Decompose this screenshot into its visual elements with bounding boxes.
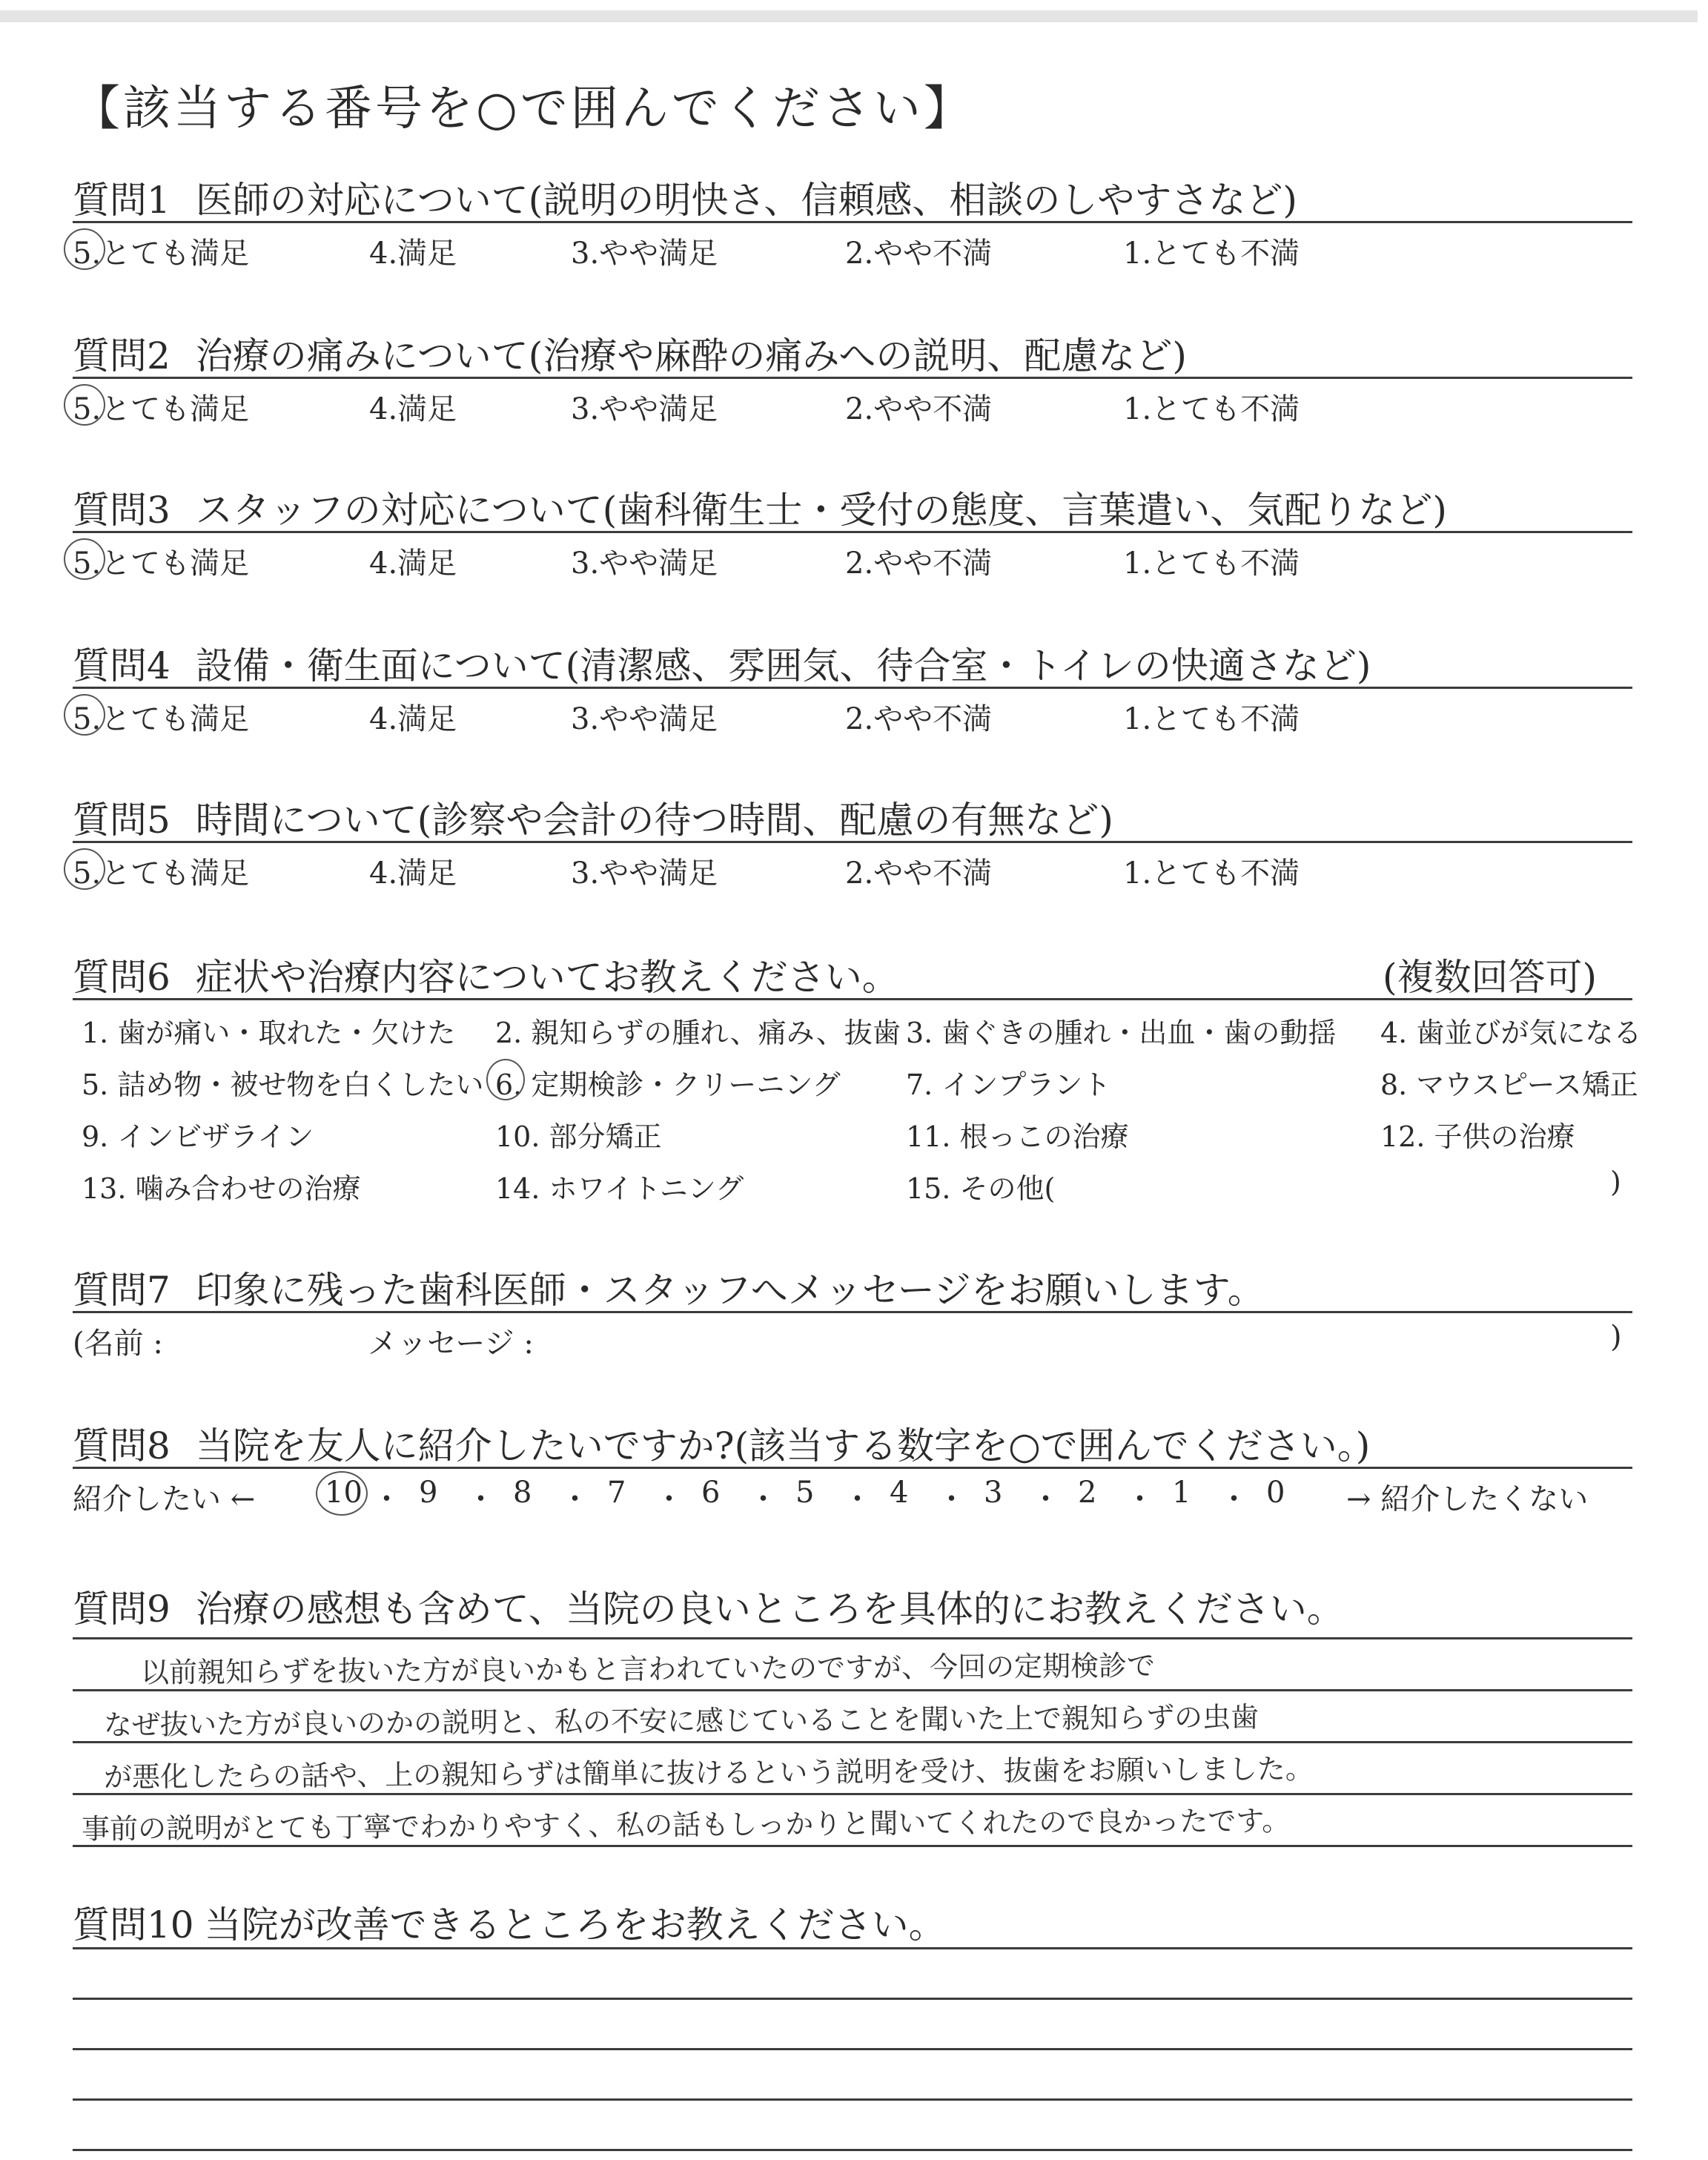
selected-answer-circle — [64, 384, 105, 426]
scale-separator: ・ — [748, 1482, 778, 1516]
rating-option[interactable]: 1.とても不満 — [1123, 856, 1300, 891]
writing-line[interactable] — [73, 2149, 1632, 2151]
symptom-option[interactable]: 2. 親知らずの腫れ、痛み、抜歯 — [495, 1017, 901, 1049]
question-5-title — [73, 790, 1113, 844]
symptom-option[interactable]: 11. 根っこの治療 — [906, 1120, 1129, 1153]
handwritten-answer-line: なぜ抜いた方が良いのかの説明と、私の不安に感じていることを聞いた上で親知らずの虫歯 — [103, 1700, 1260, 1742]
question-rule — [73, 531, 1632, 533]
scale-value[interactable]: 7 — [607, 1476, 626, 1510]
question-number: 質問5 — [73, 799, 171, 842]
writing-line[interactable] — [73, 1998, 1632, 2000]
question-text: 設備・衛生面について(清潔感、雰囲気、待合室・トイレの快適さなど) — [195, 644, 1371, 687]
message-close-paren: ) — [1610, 1320, 1622, 1354]
handwritten-answer-line: 以前親知らずを抜いた方が良いかもと言われていたのですが、今回の定期検診で — [140, 1649, 1156, 1689]
selected-answer-circle — [64, 848, 105, 890]
symptom-option[interactable]: 5. 詰め物・被せ物を白くしたい — [82, 1069, 484, 1101]
question-2-title — [73, 326, 1187, 380]
rating-option[interactable]: 3.やや満足 — [571, 546, 718, 581]
selected-answer-circle — [64, 228, 105, 270]
handwritten-answer-line: 事前の説明がとても丁寧でわかりやすく、私の話もしっかりと聞いてくれたので良かったです。 — [81, 1804, 1291, 1846]
rating-option[interactable]: 1.とても不満 — [1123, 237, 1300, 271]
question-6-title — [73, 948, 899, 1001]
recommend-scale — [73, 1476, 1632, 1520]
selected-answer-circle — [64, 694, 105, 736]
question-number: 質問8 — [73, 1424, 171, 1467]
scale-value[interactable]: 6 — [701, 1476, 721, 1510]
writing-line — [73, 1637, 1632, 1639]
other-close-paren: ) — [1610, 1166, 1621, 1198]
scale-value[interactable]: 4 — [890, 1476, 909, 1510]
question-1-title — [73, 171, 1297, 224]
question-10-title — [73, 1895, 946, 1949]
scale-value[interactable]: 2 — [1078, 1476, 1097, 1510]
question-number: 質問2 — [73, 334, 171, 377]
scan-top-edge — [0, 10, 1698, 22]
scale-separator: ・ — [466, 1482, 496, 1516]
symptom-option[interactable]: 8. マウスピース矯正 — [1380, 1069, 1638, 1101]
question-number: 質問9 — [73, 1588, 171, 1631]
question-text: 治療の痛みについて(治療や麻酔の痛みへの説明、配慮など) — [195, 334, 1187, 377]
question-7-title — [73, 1261, 1265, 1314]
symptom-option[interactable]: 3. 歯ぐきの腫れ・出血・歯の動揺 — [906, 1017, 1337, 1049]
rating-option[interactable]: 3.やや満足 — [571, 856, 718, 891]
scale-separator: ・ — [371, 1482, 402, 1516]
scale-separator: ・ — [936, 1482, 967, 1516]
symptom-option[interactable]: 7. インプラント — [906, 1069, 1111, 1101]
question-text: 当院を友人に紹介したいですか?(該当する数字を○で囲んでください。) — [195, 1424, 1371, 1467]
scale-separator: ・ — [654, 1482, 684, 1516]
symptom-option[interactable]: 15. その他( — [906, 1172, 1056, 1205]
handwritten-answer-line: が悪化したらの話や、上の親知らずは簡単に抜けるという説明を受け、抜歯をお願いしました。 — [103, 1752, 1314, 1794]
question-text: スタッフの対応について(歯科衛生士・受付の態度、言葉遣い、気配りなど) — [195, 489, 1447, 532]
question-text: 時間について(診察や会計の待つ時間、配慮の有無など) — [195, 799, 1113, 842]
scale-value[interactable]: 3 — [984, 1476, 1003, 1510]
scale-separator: ・ — [1219, 1482, 1249, 1516]
question-text: 治療の感想も含めて、当院の良いところを具体的にお教えください。 — [195, 1588, 1344, 1631]
question-number: 質問3 — [73, 489, 171, 532]
multiple-answers-note: (複数回答可) — [1382, 956, 1597, 999]
question-8-title — [73, 1416, 1370, 1470]
scale-value[interactable]: 10 — [325, 1476, 363, 1510]
question-number: 質問10 — [73, 1903, 194, 1946]
rating-option[interactable]: 2.やや不満 — [845, 856, 993, 891]
rating-option[interactable]: 3.やや満足 — [571, 392, 718, 426]
scale-value[interactable]: 9 — [419, 1476, 438, 1510]
question-text: 当院が改善できるところをお教えください。 — [204, 1903, 946, 1946]
symptom-option[interactable]: 13. 噛み合わせの治療 — [82, 1172, 361, 1205]
selected-answer-circle — [486, 1059, 525, 1100]
rating-option[interactable]: 5.とても満足 — [73, 392, 250, 426]
scale-value[interactable]: 1 — [1172, 1476, 1191, 1510]
rating-option[interactable]: 4.満足 — [369, 392, 457, 426]
scale-value[interactable]: 0 — [1266, 1476, 1285, 1510]
selected-answer-circle — [316, 1471, 368, 1516]
rating-option[interactable]: 1.とても不満 — [1123, 546, 1300, 581]
writing-line[interactable] — [73, 1947, 1632, 1949]
rating-option[interactable]: 1.とても不満 — [1123, 702, 1300, 736]
rating-option[interactable]: 3.やや満足 — [571, 702, 718, 736]
writing-line[interactable] — [73, 2098, 1632, 2101]
scale-value[interactable]: 8 — [513, 1476, 532, 1510]
writing-line[interactable] — [73, 2048, 1632, 2050]
question-number: 質問6 — [73, 956, 171, 999]
symptom-option[interactable]: 1. 歯が痛い・取れた・欠けた — [82, 1017, 456, 1049]
symptom-option[interactable]: 12. 子供の治療 — [1380, 1120, 1575, 1153]
scale-right-label: → 紹介したくない — [1346, 1482, 1589, 1516]
rating-option[interactable]: 4.満足 — [369, 856, 457, 891]
rating-option[interactable]: 5.とても満足 — [73, 856, 250, 891]
rating-option[interactable]: 5.とても満足 — [73, 702, 250, 736]
rating-option[interactable]: 4.満足 — [369, 702, 457, 736]
name-field-label[interactable]: (名前 : — [73, 1327, 163, 1361]
scale-value[interactable]: 5 — [795, 1476, 815, 1510]
rating-option[interactable]: 2.やや不満 — [845, 237, 993, 271]
question-rule — [73, 841, 1632, 843]
question-6-rule — [73, 998, 1632, 1000]
rating-option[interactable]: 5.とても満足 — [73, 546, 250, 581]
question-number: 質問7 — [73, 1269, 171, 1312]
question-8-rule — [73, 1467, 1632, 1469]
symptom-option[interactable]: 14. ホワイトニング — [495, 1172, 744, 1205]
question-number: 質問1 — [73, 179, 171, 222]
question-7-rule — [73, 1311, 1632, 1313]
rating-option[interactable]: 2.やや不満 — [845, 546, 993, 581]
scale-separator: ・ — [560, 1482, 590, 1516]
question-rule — [73, 377, 1632, 379]
question-text: 症状や治療内容についてお教えください。 — [195, 956, 899, 999]
rating-option[interactable]: 2.やや不満 — [845, 392, 993, 426]
rating-option[interactable]: 2.やや不満 — [845, 702, 993, 736]
rating-option[interactable]: 1.とても不満 — [1123, 392, 1300, 426]
message-field-label[interactable]: メッセージ : — [368, 1327, 534, 1361]
rating-option[interactable]: 5.とても満足 — [73, 237, 250, 271]
question-text: 印象に残った歯科医師・スタッフへメッセージをお願いします。 — [195, 1269, 1265, 1312]
question-9-title — [73, 1579, 1344, 1633]
scale-separator: ・ — [1125, 1482, 1155, 1516]
rating-option[interactable]: 3.やや満足 — [571, 237, 718, 271]
symptom-option[interactable]: 6. 定期検診・クリーニング — [495, 1069, 841, 1101]
question-4-title — [73, 636, 1371, 690]
symptom-option[interactable]: 4. 歯並びが気になる — [1380, 1017, 1642, 1049]
question-rule — [73, 221, 1632, 223]
scale-left-label: 紹介したい ← — [73, 1482, 256, 1516]
selected-answer-circle — [64, 538, 105, 580]
page-title: 【該当する番号を○で囲んでください】 — [73, 82, 974, 136]
question-rule — [73, 687, 1632, 689]
question-3-title — [73, 480, 1447, 534]
writing-line — [73, 1689, 1632, 1691]
scale-separator: ・ — [1030, 1482, 1061, 1516]
question-number: 質問4 — [73, 644, 171, 687]
question-text: 医師の対応について(説明の明快さ、信頼感、相談のしやすさなど) — [195, 179, 1297, 222]
symptom-option[interactable]: 10. 部分矯正 — [495, 1120, 662, 1153]
symptom-option[interactable]: 9. インビザライン — [82, 1120, 314, 1153]
rating-option[interactable]: 4.満足 — [369, 546, 457, 581]
scale-separator: ・ — [842, 1482, 873, 1516]
rating-option[interactable]: 4.満足 — [369, 237, 457, 271]
